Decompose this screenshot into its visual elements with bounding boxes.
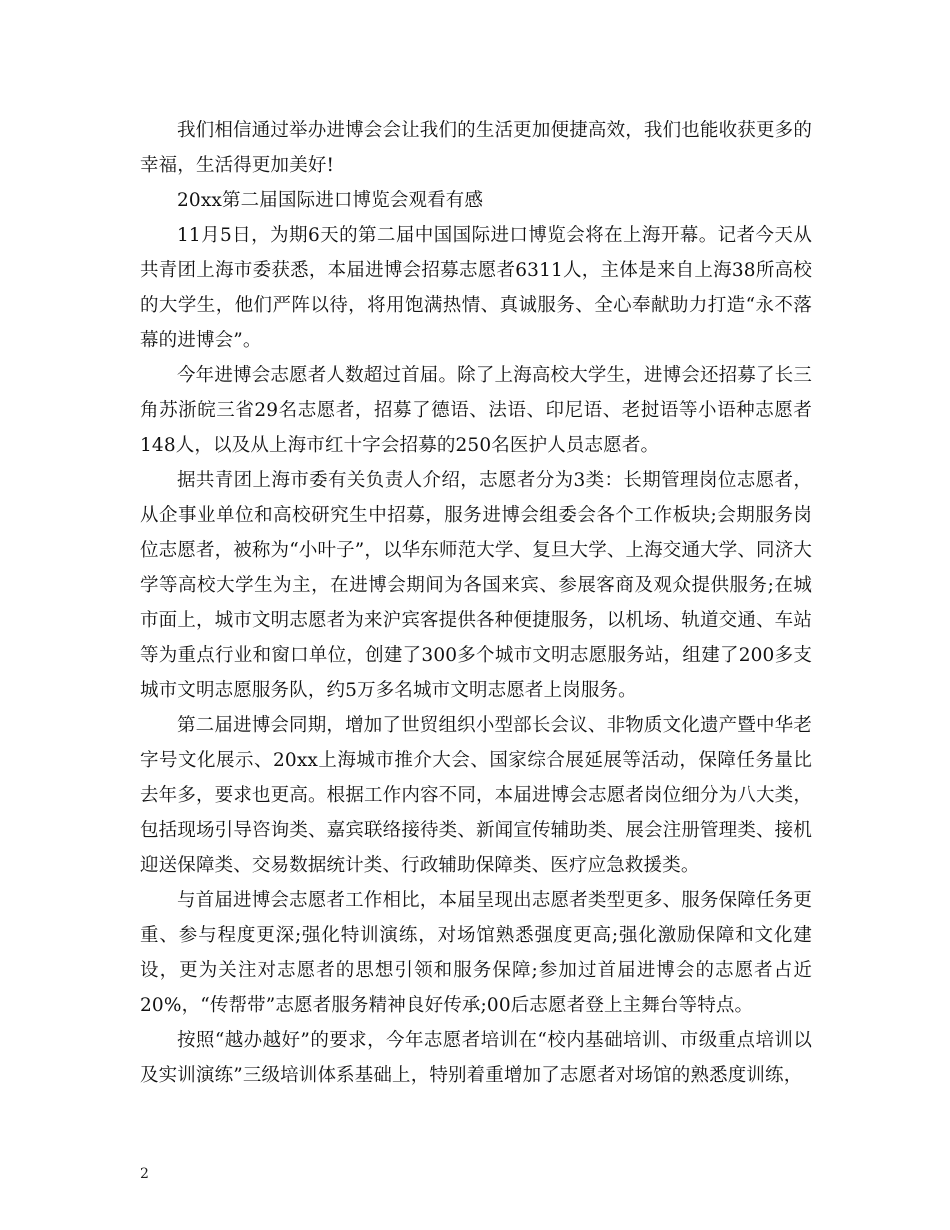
section-heading: 20xx第二届国际进口博览会观看有感 [177,190,484,211]
paragraph: 今年进博会志愿者人数超过首届。除了上海高校大学生，进博会还招募了长三角苏浙皖三省29名志愿者，招募了德语、法语、印尼语、老挝语等小语种志愿者148人，以及从上海市红十字会招募的250名医护人员志愿者。 [140,365,812,456]
body-text [140,113,812,1093]
paragraph: 据共青团上海市委有关负责人介绍，志愿者分为3类：长期管理岗位志愿者，从企事业单位和高校研究生中招募，服务进博会组委会各个工作板块;会期服务岗位志愿者，被称为“小叶子”，以华东师范大学、复旦大学、上海交通大学、同济大学等高校大学生为主，在进博会期间为各国来宾、参展客商及观众提供服务;在城市面上，城市文明志愿者为来沪宾客提供各种便捷服务，以机场、轨道交通、车站等为重点行业和窗口单位，创建了300多个城市文明志愿服务站，组建了200多支城市文明志愿服务队，约5万多名城市文明志愿者上岗服务。 [140,470,812,701]
paragraph-closing-line: 我们相信通过举办进博会会让我们的生活更加便捷高效，我们也能收获更多的幸福，生活得更加美好! [140,120,812,176]
paragraph: 11月5日，为期6天的第二届中国国际进口博览会将在上海开幕。记者今天从共青团上海市委获悉，本届进博会招募志愿者6311人，主体是来自上海38所高校的大学生，他们严阵以待，将用饱满热情、真诚服务、全心奉献助力打造“永不落幕的进博会”。 [140,225,812,351]
paragraph: 按照“越办越好”的要求，今年志愿者培训在“校内基础培训、市级重点培训以及实训演练”三级培训体系基础上，特别着重增加了志愿者对场馆的熟悉度训练， [140,1030,812,1086]
paragraph: 与首届进博会志愿者工作相比，本届呈现出志愿者类型更多、服务保障任务更重、参与程度更深;强化特训演练，对场馆熟悉强度更高;强化激励保障和文化建设，更为关注对志愿者的思想引领和服务保障;参加过首届进博会的志愿者占近20%，“传帮带”志愿者服务精神良好传承;00后志愿者登上主舞台等特点。 [140,890,812,1016]
page-number: 2 [140,1166,149,1182]
paragraph: 第二届进博会同期，增加了世贸组织小型部长会议、非物质文化遗产暨中华老字号文化展示、20xx上海城市推介大会、国家综合展延展等活动，保障任务量比去年多，要求也更高。根据工作内容不同，本届进博会志愿者岗位细分为八大类，包括现场引导咨询类、嘉宾联络接待类、新闻宣传辅助类、展会注册管理类、接机迎送保障类、交易数据统计类、行政辅助保障类、医疗应急救援类。 [140,715,812,876]
